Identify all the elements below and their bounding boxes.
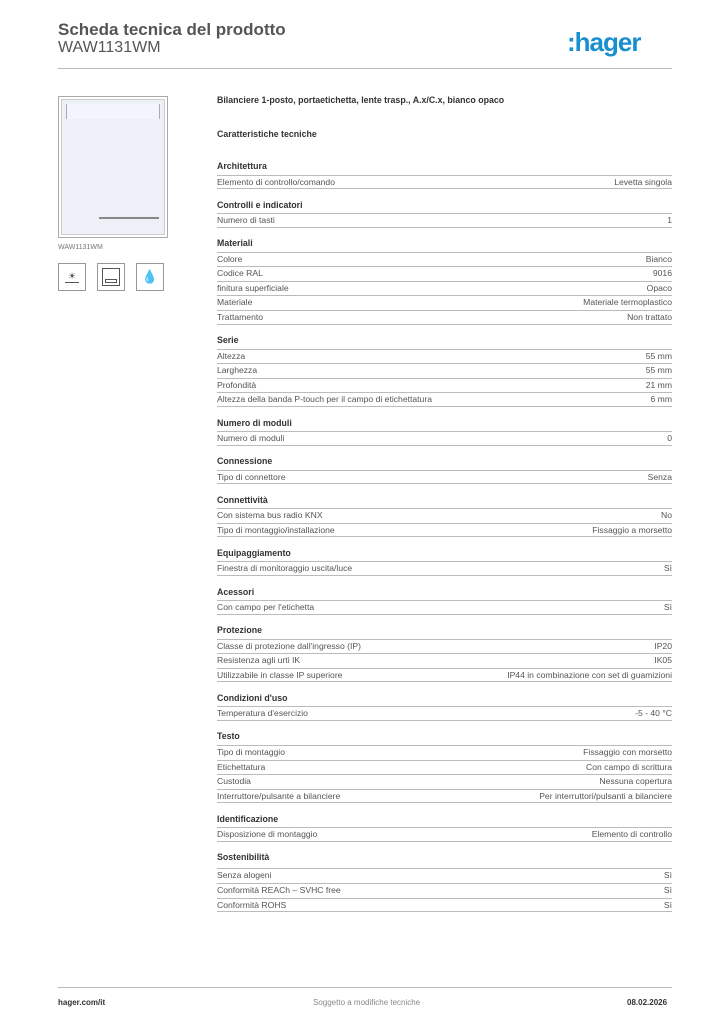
spec-section [217,624,672,682]
spec-value: -5 - 40 °C [635,708,672,719]
spec-label: Tipo di montaggio/installazione [217,524,335,535]
spec-label: Utilizzabile in classe IP superiore [217,669,343,680]
spec-row [217,745,672,760]
spec-row [217,281,672,296]
spec-label: Altezza [217,350,246,361]
specs [217,95,672,922]
product-code: WAW1131WM [58,39,161,56]
spec-label: Larghezza [217,365,258,376]
header-divider [58,68,672,69]
section-title: Connettività [217,494,268,505]
spec-row [217,175,672,190]
spec-label: Classe di protezione dall'ingresso (IP) [217,640,361,651]
indicator-light-icon: ☀ [58,263,86,291]
spec-label: Interruttore/pulsante a bilanciere [217,790,341,801]
spec-section [217,586,672,615]
spec-label: Finestra di monitoraggio uscita/luce [217,563,353,574]
spec-label: Numero di tasti [217,215,275,226]
spec-value: Elemento di controllo [591,829,672,840]
spec-value: Sì [663,563,672,574]
spec-row [217,523,672,538]
spec-row [217,868,672,883]
section-title: Acessori [217,586,255,597]
spec-value: Sì [663,899,672,910]
spec-value: 55 mm [645,350,672,361]
spec-value: IP44 in combinazione con set di guamizioni [507,669,672,680]
section-title: Connessione [217,456,273,467]
spec-section [217,237,672,324]
section-title: Sostenibilità [217,852,270,863]
spec-label: Colore [217,253,243,264]
spec-label: Con sistema bus radio KNX [217,510,323,521]
spec-label: Numero di moduli [217,433,285,444]
spec-section [217,813,672,842]
spec-label: Altezza della banda P-touch per il campo di etichettatura [217,394,432,405]
spec-label: Senza alogeni [217,870,272,881]
product-description: Bilanciere 1-posto, portaetichetta, lente trasp., A.x/C.x, bianco opaco [217,95,505,105]
spec-label: Etichettatura [217,761,266,772]
spec-row [217,266,672,281]
spec-label: Conformità ROHS [217,899,287,910]
spec-row [217,883,672,898]
section-title: Architettura [217,161,267,171]
spec-row [217,898,672,913]
spec-value: 9016 [652,268,672,279]
spec-row [217,653,672,668]
spec-section [217,547,672,576]
spec-value: Materiale termoplastico [583,297,672,308]
hager-logo: :hager [567,27,641,57]
footer-date: 08.02.2026 [627,998,668,1007]
image-caption: WAW1131WM [58,244,103,251]
spec-label: Trattamento [217,312,264,323]
footer-website[interactable]: hager.com/it [58,998,106,1007]
spec-value: Fissaggio a morsetto [592,524,672,535]
spec-value: Non trattato [627,312,672,323]
spec-value: 21 mm [645,379,672,390]
spec-value: Con campo di scrittura [586,761,672,772]
spec-row [217,363,672,378]
spec-row [217,349,672,364]
spec-label: Tipo di connettore [217,471,286,482]
spec-row [217,561,672,576]
spec-section [217,455,672,484]
footer-note: Soggetto a modifiche tecniche [313,998,421,1007]
spec-row [217,668,672,683]
spec-label: finitura superficiale [217,282,289,293]
page-title: Scheda tecnica del prodotto [58,20,286,39]
spec-row [217,639,672,654]
spec-label: Tipo di montaggio [217,746,285,757]
spec-row [217,760,672,775]
spec-value: 6 mm [650,394,672,405]
spec-section [217,199,672,228]
spec-value: Nessuna copertura [599,776,672,787]
spec-row [217,706,672,721]
spec-value: Opaco [646,282,672,293]
spec-value: 0 [667,433,672,444]
features-title: Caratteristiche tecniche [217,129,317,139]
spec-value: 55 mm [645,365,672,376]
section-title: Testo [217,731,240,742]
spec-row [217,295,672,310]
spec-row [217,827,672,842]
section-title: Serie [217,335,239,346]
section-title: Numero di moduli [217,417,292,428]
spec-label: Conformità REACh – SVHC free [217,885,341,896]
spec-label: Materiale [217,297,253,308]
spec-section [217,730,672,803]
spec-label: Codice RAL [217,268,263,279]
spec-value: Sì [663,870,672,881]
spec-section [217,692,672,721]
section-title: Condizioni d'uso [217,692,288,703]
spec-value: IP20 [654,640,672,651]
spec-label: Elemento di controllo/comando [217,176,335,187]
spec-value: IK05 [654,655,672,666]
spec-row [217,470,672,485]
section-title: Controlli e indicatori [217,199,303,210]
section-title: Protezione [217,625,262,636]
spec-row [217,600,672,615]
spec-row [217,392,672,407]
spec-label: Con campo per l'etichetta [217,602,315,612]
spec-row [217,252,672,267]
spec-label: Temperatura d'esercizio [217,708,308,719]
spec-row [217,213,672,228]
section-title: Equipaggiamento [217,547,291,558]
spec-value: Bianco [645,253,672,264]
spec-label: Disposizione di montaggio [217,829,318,840]
spec-value: Fissaggio con morsetto [583,746,672,757]
spec-label: Resistenza agli urti IK [217,655,301,666]
spec-section [217,334,672,407]
spec-section [217,160,672,189]
product-image [58,96,168,238]
spec-row [217,378,672,393]
spec-row [217,508,672,523]
spec-section [217,494,672,538]
spec-label: Profondità [217,379,257,390]
section-title: Identificazione [217,813,279,824]
spec-section [217,417,672,446]
section-title: Materiali [217,238,253,249]
spec-value: Levetta singola [614,176,672,187]
footer-divider [58,987,672,988]
spec-value: Senza [647,471,672,482]
spec-value: Sì [663,885,672,896]
spec-value: Per interruttori/pulsanti a bilanciere [539,790,672,801]
spec-row [217,774,672,789]
spec-row [217,310,672,325]
water-drops-icon: 💧 [136,263,164,291]
spec-section [217,851,672,912]
spec-value: No [661,510,672,521]
spec-row [217,789,672,804]
spec-row [217,431,672,446]
spec-label: Custodia [217,776,251,787]
spec-value: 1 [667,215,672,226]
label-holder-icon [97,263,125,291]
spec-value: Sì [663,602,672,612]
